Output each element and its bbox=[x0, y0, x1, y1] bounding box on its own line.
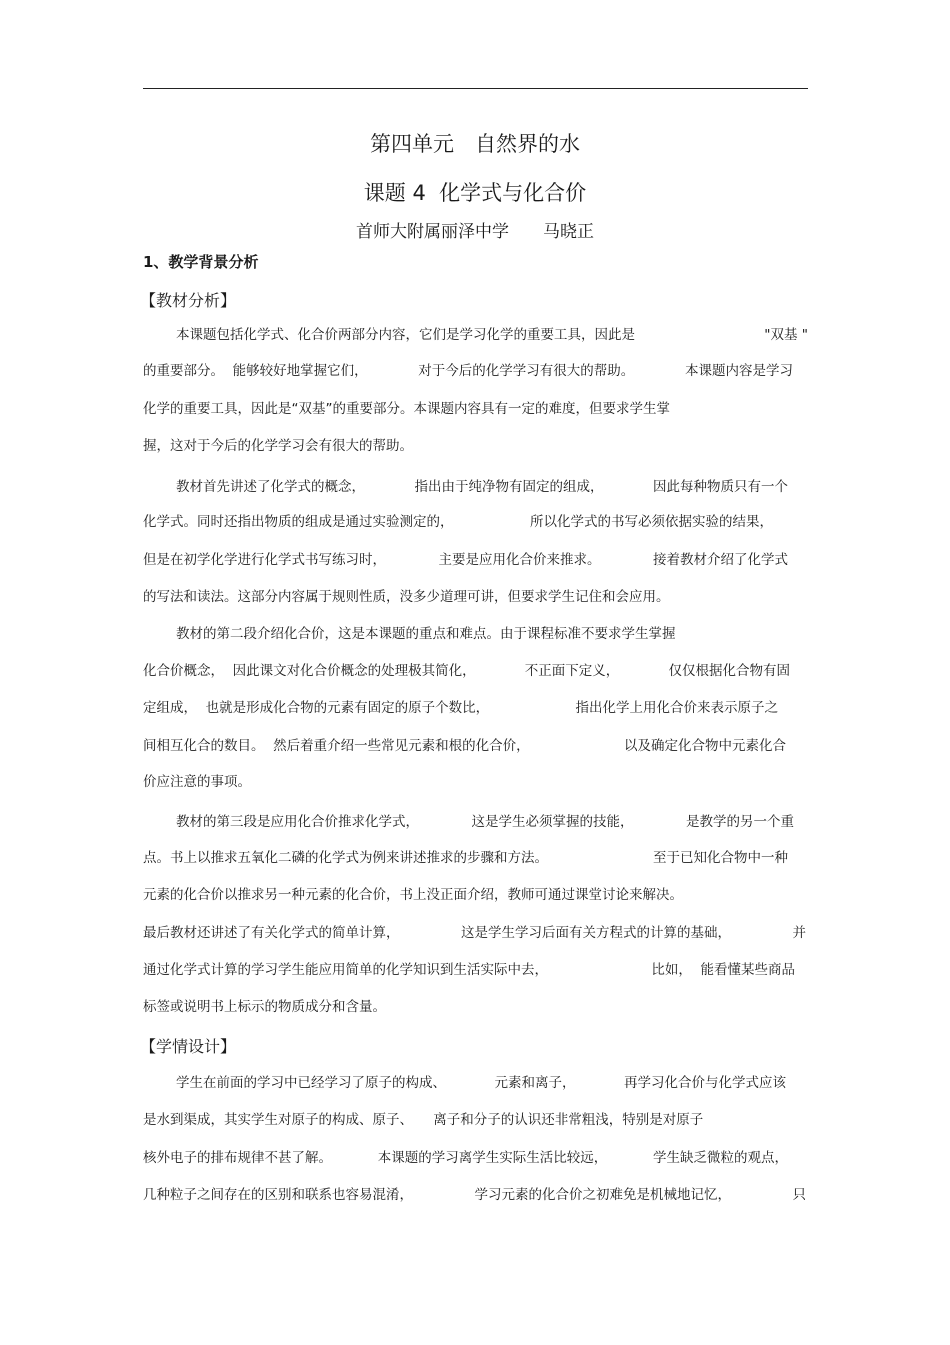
paragraph-line: 核外电子的排布规律不甚了解。 本课题的学习离学生实际生活比较远， 学生缺乏微粒的观点， bbox=[143, 1150, 788, 1166]
paragraph-line: 间相互化合的数目。 然后着重介绍一些常见元素和根的化合价， 以及确定化合物中元素化合 bbox=[143, 738, 786, 754]
paragraph-line: 教材首先讲述了化学式的概念， 指出由于纯净物有固定的组成， 因此每种物质只有一个 bbox=[176, 479, 788, 495]
paragraph-line: 最后教材还讲述了有关化学式的简单计算， 这是学生学习后面有关方程式的计算的基础， 并 bbox=[143, 925, 806, 941]
paragraph-line: 的写法和读法。这部分内容属于规则性质，没多少道理可讲，但要求学生记住和会应用。 bbox=[143, 589, 670, 605]
subsection-heading-textbook: 【教材分析】 bbox=[140, 291, 237, 310]
paragraph-line: 教材的第二段介绍化合价，这是本课题的重点和难点。由于课程标准不要求学生掌握 bbox=[176, 626, 676, 642]
paragraph-line: 点。书上以推求五氧化二磷的化学式为例来讲述推求的步骤和方法。 至于已知化合物中一种 bbox=[143, 850, 788, 866]
author-line: 首师大附属丽泽中学 马晓正 bbox=[356, 222, 594, 242]
paragraph-line: 但是在初学化学进行化学式书写练习时， 主要是应用化合价来推求。 接着教材介绍了化学式 bbox=[143, 552, 788, 568]
paragraph-line: 定组成， 也就是形成化合物的元素有固定的原子个数比， 指出化学上用化合价来表示原子之 bbox=[143, 700, 778, 716]
paragraph-line: 化学的重要工具，因此是“双基”的重要部分。本课题内容具有一定的难度，但要求学生掌 bbox=[143, 401, 670, 417]
paragraph-line: 标签或说明书上标示的物质成分和含量。 bbox=[143, 999, 386, 1015]
paragraph-line: 教材的第三段是应用化合价推求化学式， 这是学生必须掌握的技能， 是教学的另一个重 bbox=[176, 814, 794, 830]
paragraph-line: 通过化学式计算的学习学生能应用简单的化学知识到生活实际中去， 比如， 能看懂某些商品 bbox=[143, 962, 795, 978]
paragraph-line: 是水到渠成，其实学生对原子的构成、原子、 离子和分子的认识还非常粗浅，特别是对原子 bbox=[143, 1112, 704, 1128]
paragraph-line: 的重要部分。 能够较好地掌握它们， 对于今后的化学学习有很大的帮助。 本课题内容是学习 bbox=[143, 363, 793, 379]
section-heading-background: 1、教学背景分析 bbox=[143, 253, 259, 271]
paragraph-line: 握，这对于今后的化学学习会有很大的帮助。 bbox=[143, 438, 413, 454]
lesson-title: 课题 4 化学式与化合价 bbox=[363, 181, 587, 205]
header-rule bbox=[143, 88, 808, 89]
subsection-heading-students: 【学情设计】 bbox=[140, 1037, 237, 1056]
paragraph-line: 几种粒子之间存在的区别和联系也容易混淆， 学习元素的化合价之初难免是机械地记忆， 只 bbox=[143, 1187, 806, 1203]
paragraph-line: 学生在前面的学习中已经学习了原子的构成、 元素和离子， 再学习化合价与化学式应该 bbox=[176, 1075, 786, 1091]
paragraph-line: 化合价概念， 因此课文对化合价概念的处理极其简化， 不正面下定义， 仅仅根据化合物有固 bbox=[143, 663, 790, 679]
paragraph-line: 价应注意的事项。 bbox=[143, 774, 251, 790]
paragraph-line: 化学式。同时还指出物质的组成是通过实验测定的， 所以化学式的书写必须依据实验的结果， bbox=[143, 514, 773, 530]
paragraph-line: 元素的化合价以推求另一种元素的化合价，书上没正面介绍，教师可通过课堂讨论来解决。 bbox=[143, 887, 683, 903]
unit-title: 第四单元 自然界的水 bbox=[370, 132, 580, 156]
paragraph-line: 本课题包括化学式、化合价两部分内容，它们是学习化学的重要工具，因此是 "双基 " bbox=[176, 327, 808, 343]
